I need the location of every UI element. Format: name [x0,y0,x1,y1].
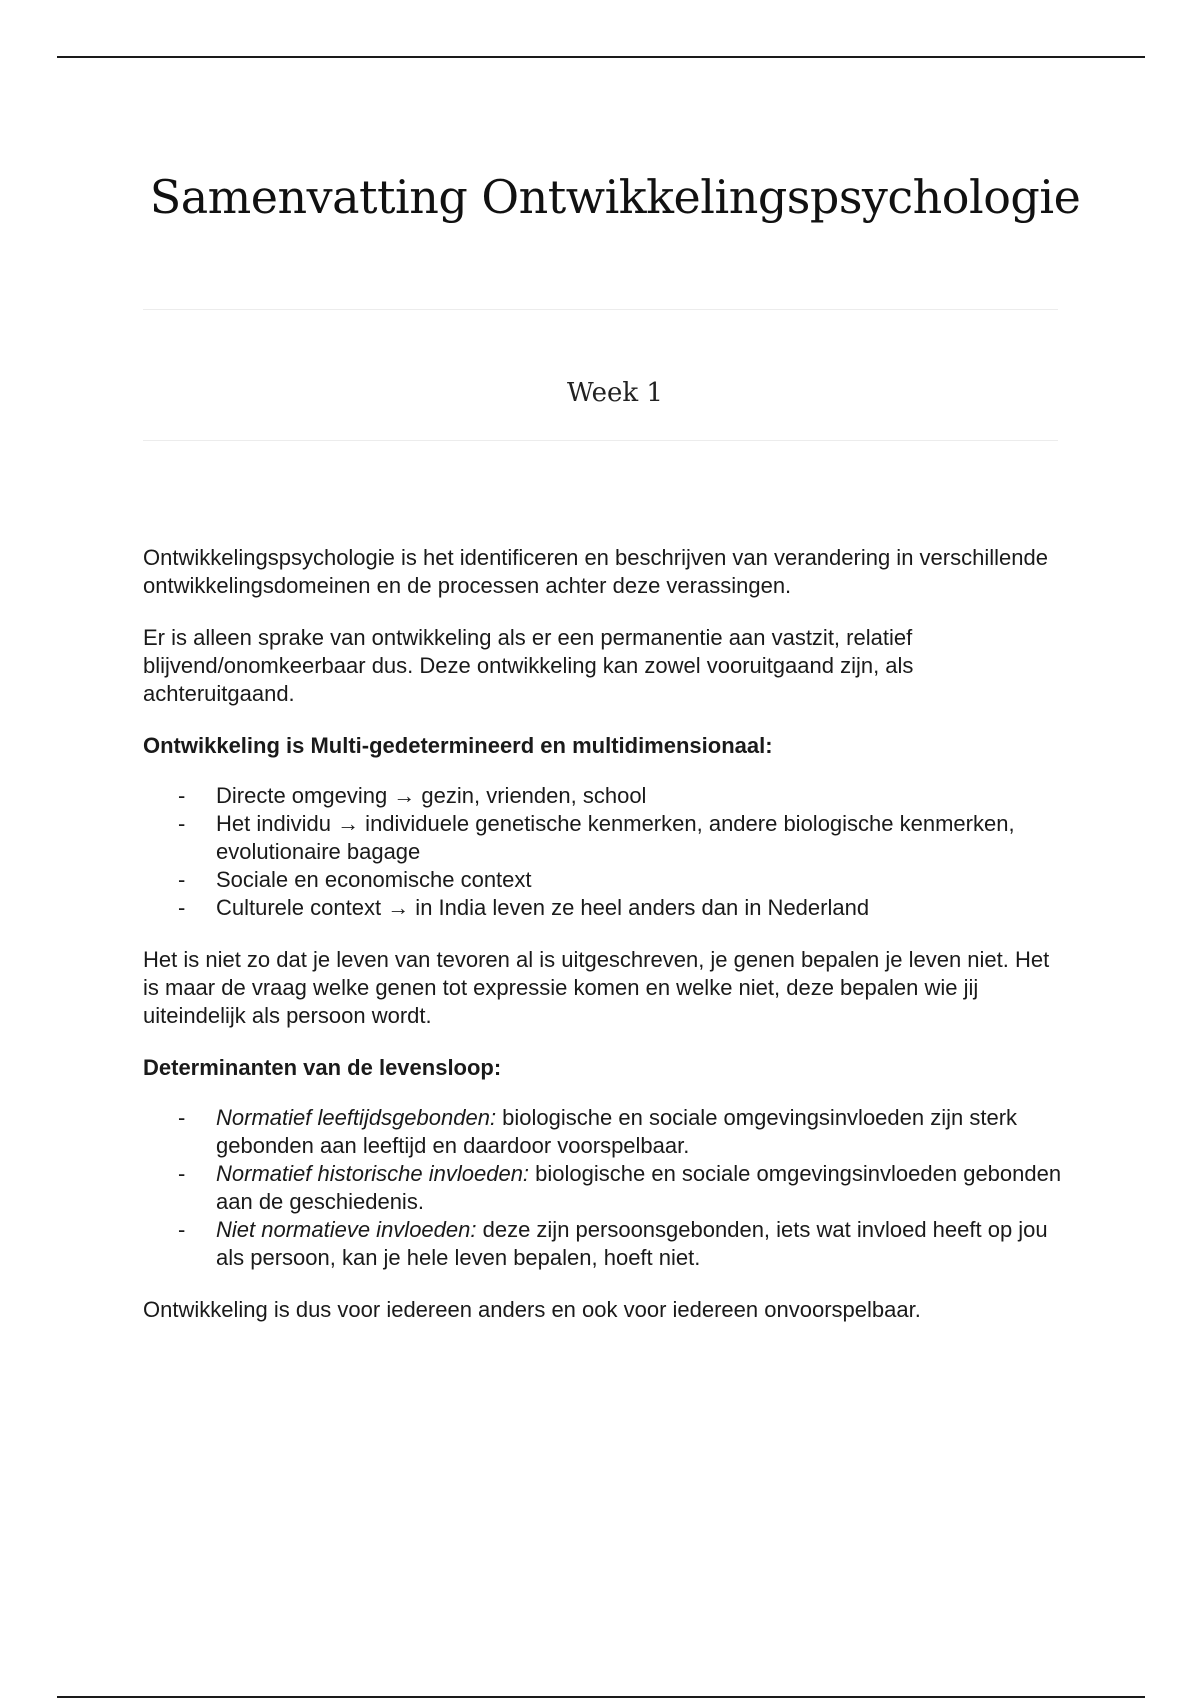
list-item [143,782,1063,810]
list-item-text: Sociale en economische context [216,867,532,892]
determinant-text: biologische en sociale omgevingsinvloeden zijn sterk gebonden aan leeftijd en daardoor voorspelbaar. [216,1105,1018,1158]
top-rule [57,56,1145,58]
influences-list [143,782,1063,922]
bottom-rule [57,1696,1145,1698]
week-heading: Week 1 [567,378,663,408]
list-item [143,1216,1063,1272]
bullet-dash: - [178,867,186,892]
bullet-dash: - [178,1105,186,1130]
determinant-term: Niet normatieve invloeden: [216,1217,477,1242]
determinants-list [143,1104,1063,1272]
section-heading-determinants: Determinanten van de levensloop: [143,1055,502,1080]
document-body [143,544,1063,1348]
bullet-dash: - [178,895,186,920]
list-item [143,810,1063,866]
document-title: Samenvatting Ontwikkelingspsychologie [149,170,1081,224]
intro-paragraph: Ontwikkelingspsychologie is het identificeren en beschrijven van verandering in verschillende ontwikkelingsdomeinen en de processen achter deze verassingen. [143,545,1048,598]
list-item-text: Directe omgeving → gezin, vrienden, school [216,783,647,808]
determinant-text: deze zijn persoonsgebonden, iets wat invloed heeft op jou als persoon, kan je hele leven bepalen, hoeft niet. [216,1217,1048,1270]
genes-paragraph: Het is niet zo dat je leven van tevoren al is uitgeschreven, je genen bepalen je leven niet. Het is maar de vraag welke genen tot expressie komen en welke niet, deze bepalen wie jij uiteindelijk als persoon wordt. [143,947,1050,1028]
list-item [143,866,1063,894]
bullet-dash: - [178,783,186,808]
determinant-term: Normatief historische invloeden: [216,1161,530,1186]
week-divider [143,440,1058,441]
determinant-text: biologische en sociale omgevingsinvloeden gebonden aan de geschiedenis. [216,1161,1062,1214]
conclusion-paragraph: Ontwikkeling is dus voor iedereen anders en ook voor iedereen onvoorspelbaar. [143,1297,921,1322]
list-item-text: Het individu → individuele genetische kenmerken, andere biologische kenmerken, evolutionaire bagage [216,811,1015,864]
bullet-dash: - [178,1217,186,1242]
bullet-dash: - [178,1161,186,1186]
list-item-text: Culturele context → in India leven ze heel anders dan in Nederland [216,895,870,920]
list-item [143,894,1063,922]
list-item [143,1160,1063,1216]
list-item [143,1104,1063,1160]
bullet-dash: - [178,811,186,836]
determinant-term: Normatief leeftijdsgebonden: [216,1105,497,1130]
permanence-paragraph: Er is alleen sprake van ontwikkeling als er een permanentie aan vastzit, relatief blijvend/onomkeerbaar dus. Deze ontwikkeling kan zowel vooruitgaand zijn, als achteruitgaand. [143,625,914,706]
title-divider [143,309,1058,310]
section-heading-multi: Ontwikkeling is Multi-gedetermineerd en multidimensionaal: [143,733,773,758]
